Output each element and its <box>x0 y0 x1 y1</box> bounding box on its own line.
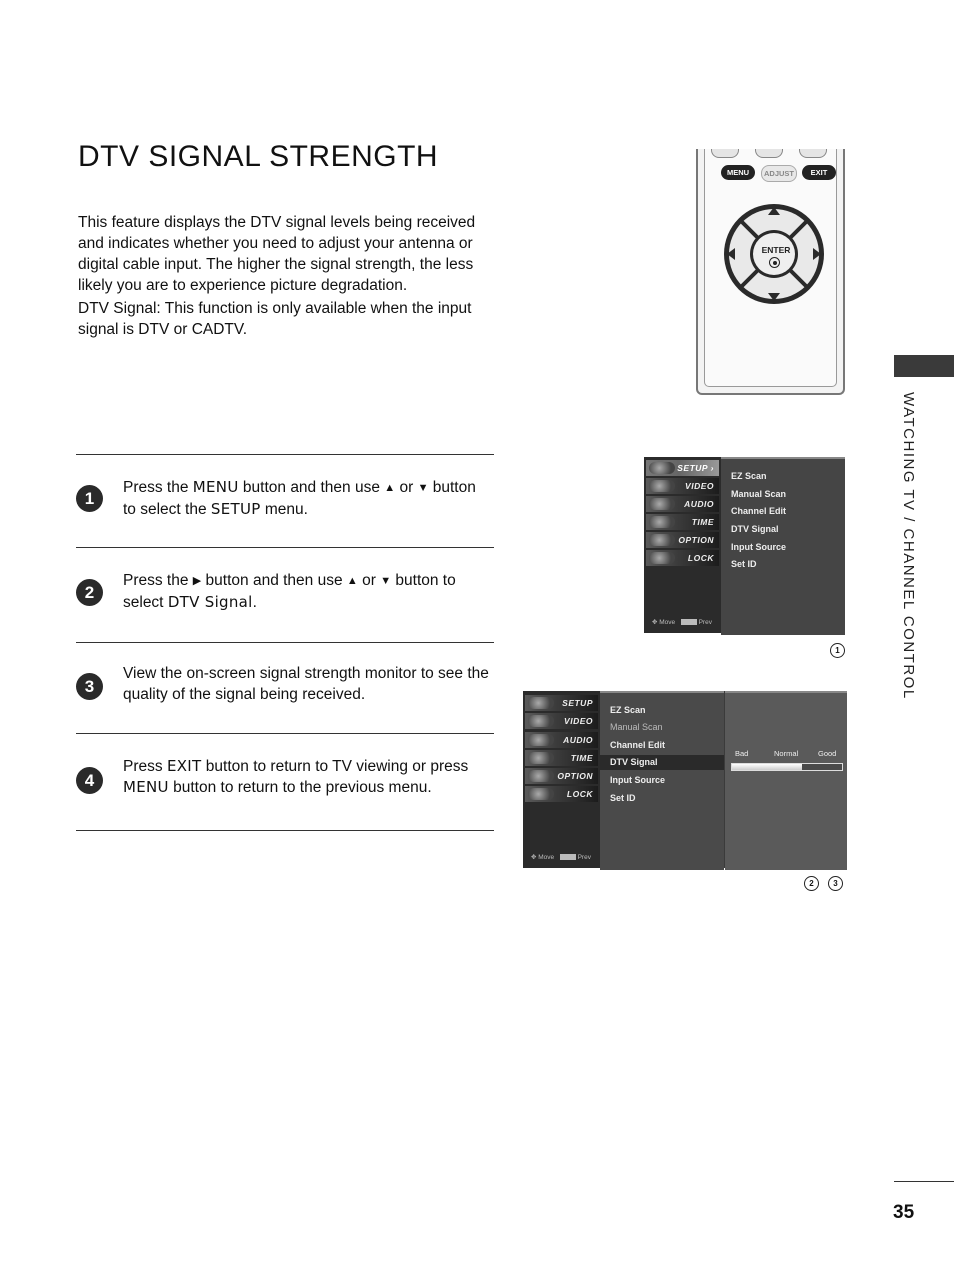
osd-list-item: Input Source <box>731 542 787 552</box>
label: Move <box>538 854 555 861</box>
osd-footer <box>652 618 712 626</box>
step-4-text <box>123 756 493 798</box>
step-3-text: View the on-screen signal strength monitor to see the quality of the signal being received. <box>123 665 489 703</box>
remote-body <box>704 149 837 387</box>
osd-menu-item-setup: SETUP › <box>646 460 719 476</box>
signal-label-normal: Normal <box>774 749 799 758</box>
intro-note: DTV Signal: This function is only available when the input signal is DTV or CADTV. <box>78 300 472 338</box>
label: Prev <box>698 619 712 626</box>
text: button and then use <box>238 479 385 496</box>
page-title: DTV SIGNAL STRENGTH <box>78 140 439 173</box>
osd-menu-item-lock <box>646 550 719 566</box>
osd-setup-menu-screen <box>644 457 845 633</box>
text: . <box>252 594 257 611</box>
step-number: 2 <box>76 579 103 606</box>
osd-list-item: Channel Edit <box>731 506 787 516</box>
lock-icon <box>528 788 554 800</box>
label: LOCK <box>566 789 593 799</box>
setup-icon <box>528 697 554 709</box>
remote-adjust-button: ADJUST <box>761 165 797 182</box>
label: OPTION <box>557 771 593 781</box>
osd-setup-list <box>721 457 845 635</box>
label: LOCK <box>687 553 714 563</box>
figure-label: 3 <box>828 876 843 891</box>
move-icon: ✥ <box>652 619 658 626</box>
label: OPTION <box>678 535 714 545</box>
osd-menu-item-setup <box>525 695 598 711</box>
osd-main-menu <box>523 691 600 868</box>
enter-icon <box>769 257 780 268</box>
label: VIDEO <box>564 716 593 726</box>
osd-menu-item-video <box>646 478 719 494</box>
label: Move <box>659 619 676 626</box>
step-number: 3 <box>76 673 103 700</box>
dtv-signal-key-label: DTV Signal <box>167 593 253 611</box>
osd-list-item: DTV Signal <box>731 524 779 534</box>
text: or <box>395 479 418 496</box>
menu-key-label: MENU <box>123 778 169 796</box>
osd-dtv-signal-screen <box>523 691 847 868</box>
osd-list-item: Manual Scan <box>731 489 787 499</box>
up-arrow-icon: ▲ <box>346 575 358 587</box>
text: or <box>357 572 381 589</box>
label: VIDEO <box>685 481 714 491</box>
label: AUDIO <box>563 735 593 745</box>
section-label: WATCHING TV / CHANNEL CONTROL <box>900 392 917 700</box>
divider <box>76 642 494 643</box>
text: button to return to TV viewing or press <box>201 758 469 775</box>
label: SETUP <box>677 463 708 473</box>
remote-menu-button: MENU <box>721 165 755 180</box>
divider <box>76 547 494 548</box>
lock-icon <box>649 552 675 564</box>
section-tab <box>894 355 954 377</box>
page-number: 35 <box>893 1202 915 1223</box>
down-arrow-icon: ▼ <box>417 482 429 494</box>
audio-icon <box>649 498 675 510</box>
remote-button <box>711 149 739 158</box>
label: TIME <box>691 517 714 527</box>
down-arrow-icon: ▼ <box>380 575 392 587</box>
remote-control-illustration <box>696 149 845 395</box>
option-icon <box>649 534 675 546</box>
text: Press the <box>123 572 193 589</box>
divider <box>76 454 494 455</box>
osd-menu-item-lock <box>525 786 598 802</box>
osd-menu-item-video <box>525 713 598 729</box>
signal-label-good: Good <box>818 749 837 758</box>
step-number: 1 <box>76 485 103 512</box>
label: TIME <box>570 753 593 763</box>
prev-icon <box>560 854 576 860</box>
osd-menu-item-time <box>525 750 598 766</box>
step-1-text <box>123 477 493 520</box>
exit-key-label: EXIT <box>166 757 202 775</box>
osd-list-item: Channel Edit <box>610 740 666 750</box>
setup-key-label: SETUP <box>210 500 261 518</box>
divider <box>894 1181 954 1182</box>
prev-icon <box>681 619 697 625</box>
setup-icon <box>649 462 675 474</box>
signal-strength-bar <box>731 763 843 771</box>
osd-menu-item-option <box>525 768 598 784</box>
divider <box>76 830 494 831</box>
text: button to select the <box>123 479 476 518</box>
text: button and then use <box>201 572 347 589</box>
remote-button <box>755 149 783 158</box>
signal-strength-fill <box>732 764 802 770</box>
label: Prev <box>577 854 591 861</box>
option-icon <box>528 770 554 782</box>
osd-signal-panel <box>725 691 847 870</box>
text: Press the <box>123 479 193 496</box>
osd-main-menu <box>644 457 721 633</box>
osd-menu-item-option <box>646 532 719 548</box>
step-2-text <box>123 570 493 613</box>
osd-list-item: Manual Scan <box>610 722 663 732</box>
figure-label: 1 <box>830 643 845 658</box>
divider <box>76 733 494 734</box>
osd-list-item: Set ID <box>731 559 757 569</box>
text: button to return to the previous menu. <box>168 779 432 796</box>
up-arrow-icon: ▲ <box>384 482 396 494</box>
osd-footer <box>531 853 591 861</box>
text: Press <box>123 758 167 775</box>
video-icon <box>528 715 554 727</box>
osd-setup-list <box>600 691 724 870</box>
time-icon <box>528 752 554 764</box>
text: menu. <box>260 501 308 518</box>
figure-label: 2 <box>804 876 819 891</box>
remote-exit-button: EXIT <box>802 165 836 180</box>
time-icon <box>649 516 675 528</box>
remote-button <box>799 149 827 158</box>
text: button to select <box>123 572 456 611</box>
right-arrow-icon: ▶ <box>192 575 202 587</box>
remote-enter-label: ENTER <box>761 245 791 255</box>
osd-menu-item-audio <box>646 496 719 512</box>
osd-list-item-selected: DTV Signal <box>600 755 724 770</box>
menu-key-label: MENU <box>192 478 239 496</box>
signal-label-bad: Bad <box>735 749 749 758</box>
audio-icon <box>528 734 554 746</box>
osd-menu-item-audio <box>525 732 598 748</box>
osd-list-item: EZ Scan <box>610 705 646 715</box>
intro-paragraph: This feature displays the DTV signal levels being received and indicates whether you need to adjust your antenna or digital cable input. The higher the signal strength, the less likely you are to experience picture degradation. <box>78 214 476 294</box>
osd-list-item: Set ID <box>610 793 636 803</box>
label: SETUP <box>562 698 593 708</box>
osd-menu-item-time <box>646 514 719 530</box>
step-number: 4 <box>76 767 103 794</box>
move-icon: ✥ <box>531 854 537 861</box>
osd-list-item: EZ Scan <box>731 471 767 481</box>
video-icon <box>649 480 675 492</box>
osd-list-item: Input Source <box>610 775 666 785</box>
label: AUDIO <box>684 499 714 509</box>
